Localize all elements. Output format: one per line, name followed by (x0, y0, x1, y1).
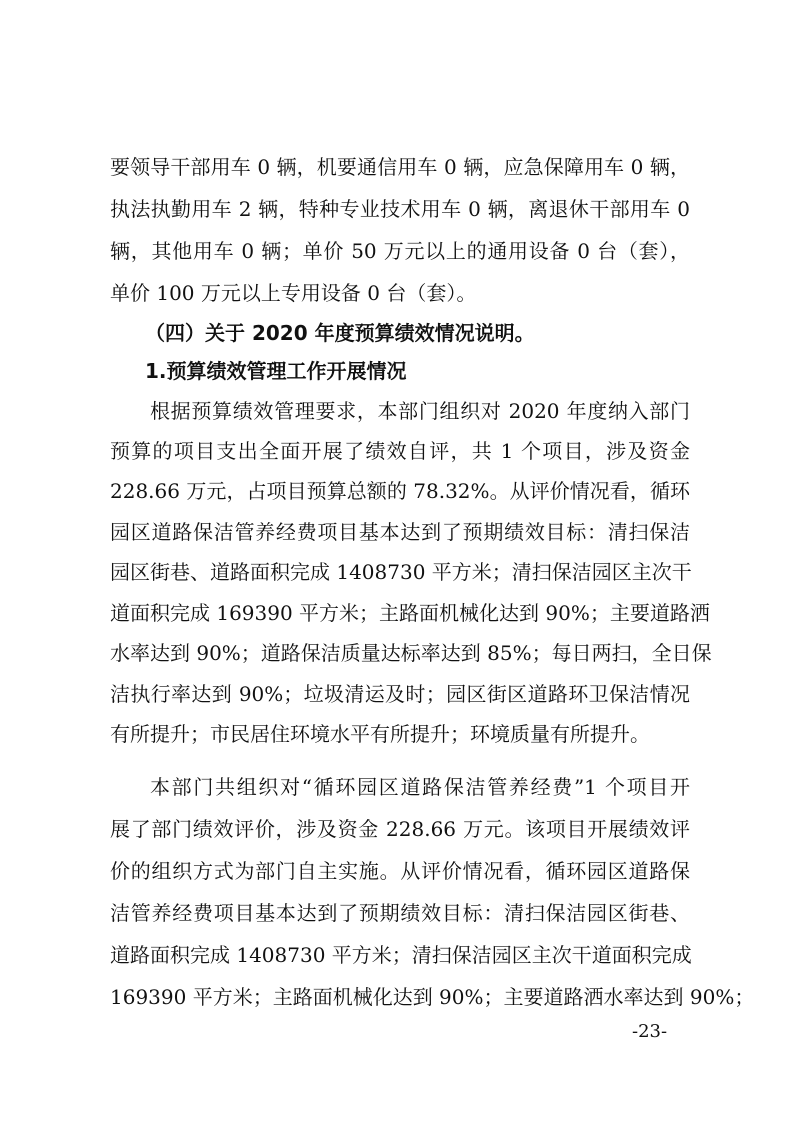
body-text-line: 价的组织方式为部门自主实施。从评价情况看，循环园区道路保 (110, 859, 690, 883)
body-text-line: 有所提升；市民居住环境水平有所提升；环境质量有所提升。 (110, 722, 650, 746)
body-text-line: 园区道路保洁管养经费项目基本达到了预期绩效目标：清扫保洁 (110, 520, 690, 544)
body-text-line: 展了部门绩效评价，涉及资金 228.66 万元。该项目开展绩效评 (110, 817, 690, 841)
sub-heading: 1.预算绩效管理工作开展情况 (145, 359, 407, 383)
body-text-line: 执法执勤用车 2 辆，特种专业技术用车 0 辆，离退休干部用车 0 (110, 197, 690, 221)
section-heading: （四）关于 2020 年度预算绩效情况说明。 (145, 321, 535, 345)
body-text-line: 洁执行率达到 90%；垃圾清运及时；园区街区道路环卫保洁情况 (110, 682, 690, 706)
body-text-line: 228.66 万元，占项目预算总额的 78.32%。从评价情况看，循环 (110, 479, 690, 503)
body-text-line: 道面积完成 169390 平方米；主路面机械化达到 90%；主要道路洒 (110, 601, 710, 625)
body-text-line: 预算的项目支出全面开展了绩效自评，共 1 个项目，涉及资金 (110, 439, 690, 463)
body-text-line: 要领导干部用车 0 辆，机要通信用车 0 辆，应急保障用车 0 辆， (110, 155, 690, 179)
body-text-line: 园区街巷、道路面积完成 1408730 平方米；清扫保洁园区主次干 (110, 560, 692, 584)
body-text-line: 道路面积完成 1408730 平方米；清扫保洁园区主次干道面积完成 (110, 943, 692, 967)
body-text-line: 本部门共组织对“循环园区道路保洁管养经费”1 个项目开 (150, 775, 690, 799)
body-text-line: 单价 100 万元以上专用设备 0 台（套）。 (110, 281, 477, 305)
body-text-line: 水率达到 90%；道路保洁质量达标率达到 85%；每日两扫，全日保 (110, 641, 712, 665)
body-text-line: 辆，其他用车 0 辆；单价 50 万元以上的通用设备 0 台（套）， (110, 239, 690, 263)
body-text-line: 169390 平方米；主路面机械化达到 90%；主要道路洒水率达到 90%； (110, 985, 755, 1009)
body-text-line: 根据预算绩效管理要求，本部门组织对 2020 年度纳入部门 (150, 399, 690, 423)
body-text-line: 洁管养经费项目基本达到了预期绩效目标：清扫保洁园区街巷、 (110, 901, 690, 925)
page-number: -23- (632, 1021, 668, 1042)
